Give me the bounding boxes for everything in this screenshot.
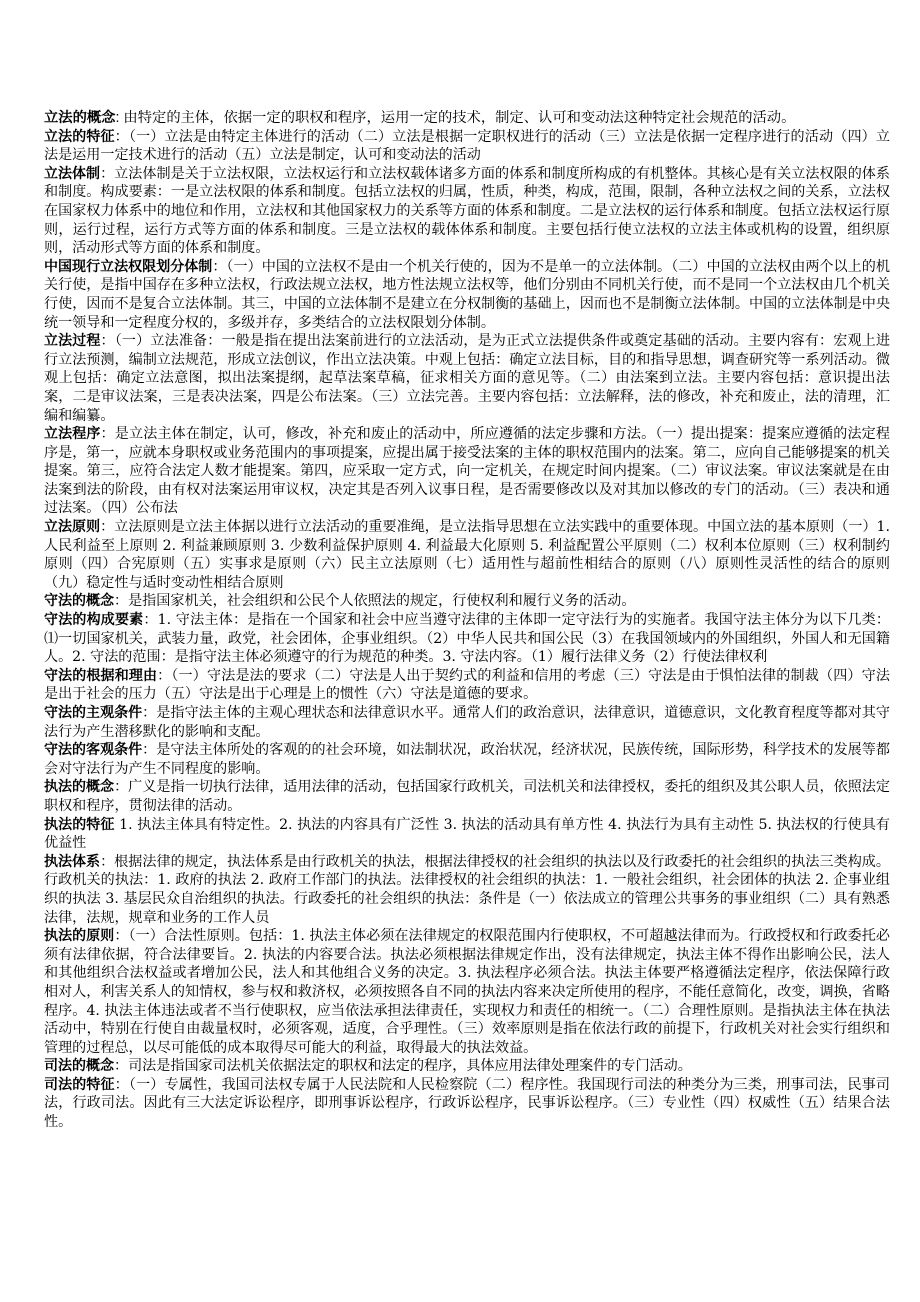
- term-heading: 司法的特征: [44, 1076, 115, 1093]
- term-definition: ：是指守法主体的主观心理状态和法律意识水平。通常人们的政治意识，法律意识，道德意识，文化教育程度等都对其守法行为产生潜移默化的影响和支配。: [44, 705, 890, 740]
- paragraph-14: [44, 853, 890, 927]
- paragraph-2: [44, 165, 890, 258]
- term-definition: ：根据法律的规定，执法体系是由行政机关的执法，根据法律授权的社会组织的执法以及行政委托的社会组织的执法三类构成。行政机关的执法：1. 政府的执法 2. 政府工作部门的执法。法律授权的社会组织的执法：1. 一般社会组织，社会团体的执法 2. 企事业组织的执法 3. 基层民众自治组织的执法。行政委托的社会组织的执法：条件是（一）依法成立的管理公共事务的事业组织（二）具有熟悉法律，法规，规章和业务的工作人员: [44, 853, 891, 926]
- term-definition: ：立法体制是关于立法权限，立法权运行和立法权载体诸多方面的体系和制度所构成的有机整体。其核心是有关立法权限的体系和制度。构成要素：一是立法权限的体系和制度。包括立法权的归属，性质，种类，构成，范围，限制，各种立法权之间的关系，立法权在国家权力体系中的地位和作用，立法权和其他国家权力的关系等方面的体系和制度。二是立法权的运行体系和制度。包括立法权运行原则，运行过程，运行方式等方面的体系和制度。三是立法权的载体体系和制度。主要包括行使立法权的立法主体或机构的设置，组织原则，活动形式等方面的体系和制度。: [44, 165, 891, 257]
- paragraph-10: [44, 704, 890, 741]
- term-heading: 守法的客观条件: [44, 742, 143, 759]
- term-definition: ：（一）立法是由特定主体进行的活动（二）立法是根据一定职权进行的活动（三）立法是依据一定程序进行的活动（四）立法是运用一定技术进行的活动（五）立法是制定，认可和变动法的活动: [44, 128, 890, 164]
- term-definition: ：司法是指国家司法机关依据法定的职权和法定的程序，具体应用法律处理案件的专门活动。: [114, 1058, 692, 1075]
- term-heading: 立法程序: [44, 426, 101, 443]
- paragraph-0: [44, 109, 890, 128]
- paragraph-8: [44, 611, 890, 667]
- term-heading: 立法原则: [44, 519, 101, 536]
- term-heading: 执法的概念: [44, 779, 115, 796]
- term-definition: : 由特定的主体，依据一定的职权和程序，运用一定的技术，制定、认可和变动法这种特定社会规范的活动。: [115, 110, 796, 126]
- paragraph-11: [44, 741, 890, 778]
- term-heading: 守法的根据和理由: [44, 667, 158, 684]
- term-heading: 守法的主观条件: [44, 705, 143, 721]
- term-heading: 守法的概念: [44, 593, 114, 610]
- term-heading: 执法的原则: [44, 928, 115, 945]
- paragraph-9: [44, 667, 890, 704]
- term-definition: ：（一）立法准备：一般是指在提出法案前进行的立法活动，是为正式立法提供条件或奠定基础的活动。主要内容有：宏观上进行立法预测，编制立法规范，形成立法创议，作出立法决策。中观上包括：确定立法目标，目的和指导思想，调查研究等一系列活动。微观上包括：确定立法意图，拟出法案提纲，起草法案草稿，征求相关方面的意见等。（二）由法案到立法。主要内容包括：意识提出法案，二是审议法案，三是表决法案，四是公布法案。（三）立法完善。主要内容包括：立法解释，法的修改，补充和废止，法的清理，汇编和编纂。: [44, 333, 890, 424]
- term-definition: ：（一）专属性，我国司法权专属于人民法院和人民检察院（二）程序性。我国现行司法的种类分为三类，刑事司法，民事司法，行政司法。因此有三大法定诉讼程序，即刑事诉讼程序，行政诉讼程序，民事诉讼程序。（三）专业性（四）权威性（五）结果合法性。: [44, 1076, 890, 1131]
- term-heading: 立法体制: [44, 165, 101, 182]
- term-heading: 守法的构成要素: [44, 612, 144, 629]
- term-definition: ：（一）合法性原则。包括：1. 执法主体必须在法律规定的权限范围内行使职权，不可超越法律而为。行政授权和行政委托必须有法律依据，符合法律要旨。2. 执法的内容要合法。执法必须根据法律规定作出，没有法律规定，执法主体不得作出影响公民，法人和其他组织合法权益或者增加公民，法人和其他组合义务的决定。3. 执法程序必须合法。执法主体要严格遵循法定程序，依法保障行政相对人，利害关系人的知情权，参与权和救济权，必须按照各自不同的执法内容来决定所使用的程序，不能任意简化，改变，调换，省略程序。4. 执法主体违法或者不当行使职权，应当依法承担法律责任，实现权力和责任的相统一。（二）合理性原则。是指执法主体在执法活动中，特别在行使自由裁量权时，必须客观，适度，合乎理性。（三）效率原则是指在依法行政的前提下，行政机关对社会实行组织和管理的过程总，以尽可能低的成本取得尽可能大的利益，取得最大的执法效益。: [44, 928, 891, 1056]
- paragraph-3: [44, 258, 890, 332]
- term-definition: ：（一）中国的立法权不是由一个机关行使的，因为不是单一的立法体制。（二）中国的立法权由两个以上的机关行使，是指中国存在多种立法权，行政法规立法权，地方性法规立法权等，他们分别由不同机关行使，而不是同一个立法权由几个机关行使，因而不是复合立法体制。其三，中国的立法体制不是建立在分权制衡的基础上，因而也不是制衡立法体制。中国的立法体制是中央统一领导和一定程度分权的，多级并存，多类结合的立法权限划分体制。: [44, 258, 891, 331]
- term-definition: ：1. 守法主体：是指在一个国家和社会中应当遵守法律的主体即一定守法行为的实施者。我国守法主体分为以下几类：⑴一切国家机关，武装力量，政党，社会团体，企事业组织。（2）中华人民共和国公民（3）在我国领域内的外国组织，外国人和无国籍人。2. 守法的范围：是指守法主体必须遵守的行为规范的种类。3. 守法内容。（1）履行法律义务（2）行使法律权利: [44, 612, 891, 666]
- paragraph-5: [44, 425, 890, 518]
- paragraph-4: [44, 332, 890, 425]
- term-heading: 司法的概念: [44, 1058, 114, 1075]
- term-heading: 执法的特征: [44, 816, 115, 833]
- paragraph-7: [44, 592, 890, 611]
- paragraph-1: [44, 128, 890, 165]
- document-body: [44, 109, 890, 1132]
- term-definition: ：是立法主体在制定，认可，修改，补充和废止的活动中，所应遵循的法定步骤和方法。（一）提出提案：提案应遵循的法定程序是，第一，应就本身职权或业务范围内的事项提案，应提出属于接受法案的主体的职权范围内的法案。第二，应向自己能够提案的机关提案。第三，应符合法定人数才能提案。第四，应采取一定方式，向一定机关，在规定时间内提案。（二）审议法案。审议法案就是在由法案到法的阶段，由有权对法案运用审议权，决定其是否列入议事日程，是否需要修改以及对其加以修改的专门的活动。（三）表决和通过法案。（四）公布法: [44, 426, 890, 517]
- term-definition: ：是守法主体所处的客观的的社会环境，如法制状况，政治状况，经济状况，民族传统，国际形势，科学技术的发展等都会对守法行为产生不同程度的影响。: [44, 742, 890, 777]
- term-heading: 执法体系: [44, 853, 101, 870]
- term-definition: 1. 执法主体具有特定性。2. 执法的内容具有广泛性 3. 执法的活动具有单方性 4. 执法行为具有主动性 5. 执法权的行使具有优益性: [44, 816, 890, 852]
- term-definition: ：广义是指一切执行法律，适用法律的活动，包括国家行政机关，司法机关和法律授权，委托的组织及其公职人员，依照法定职权和程序，贯彻法律的活动。: [44, 779, 891, 814]
- term-heading: 中国现行立法权限划分体制: [44, 258, 213, 275]
- term-heading: 立法的概念: [44, 110, 116, 126]
- paragraph-6: [44, 518, 890, 592]
- term-definition: ：是指国家机关，社会组织和公民个人依照法的规定，行使权利和履行义务的活动。: [114, 593, 636, 610]
- paragraph-12: [44, 778, 890, 815]
- paragraph-17: [44, 1076, 890, 1132]
- term-heading: 立法过程: [44, 333, 101, 350]
- term-definition: ：（一）守法是法的要求（二）守法是人出于契约式的利益和信用的考虑（三）守法是由于惧怕法律的制裁（四）守法是出于社会的压力（五）守法是出于心理是上的惯性（六）守法是道德的要求。: [44, 667, 890, 703]
- paragraph-16: [44, 1057, 890, 1076]
- term-definition: ：立法原则是立法主体据以进行立法活动的重要准绳，是立法指导思想在立法实践中的重要体现。中国立法的基本原则（一）1. 人民利益至上原则 2. 利益兼顾原则 3. 少数利益保护原则 4. 利益最大化原则 5. 利益配置公平原则（二）权利本位原则（三）权利制约原则（四）合宪原则（五）实事求是原则（六）民主立法原则（七）适用性与超前性相结合的原则（八）原则性灵活性的结合的原则（九）稳定性与适时变动性相结合原则: [44, 519, 891, 591]
- paragraph-15: [44, 927, 890, 1057]
- term-heading: 立法的特征: [44, 128, 115, 145]
- paragraph-13: [44, 816, 890, 853]
